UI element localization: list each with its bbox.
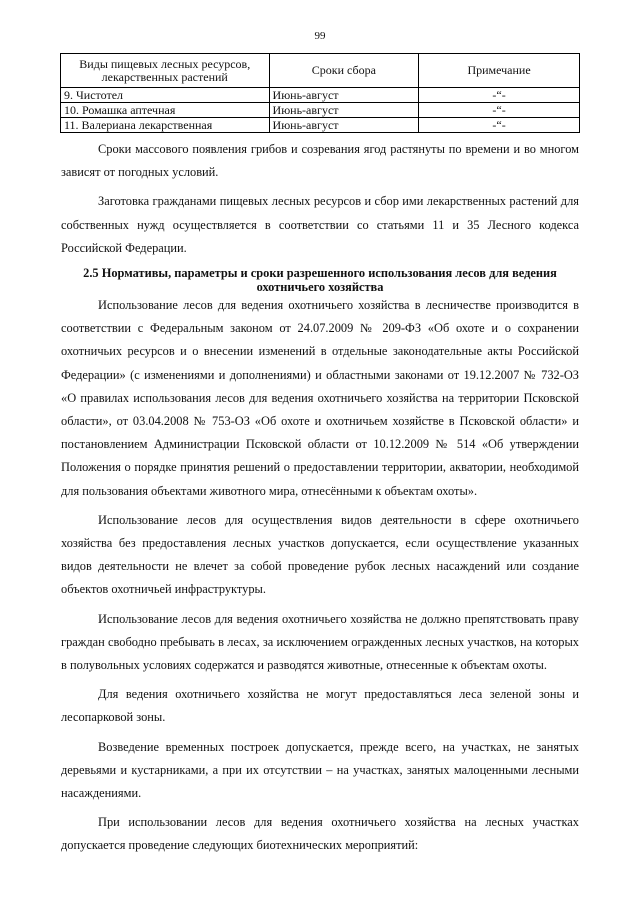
section-heading: 2.5 Нормативы, параметры и сроки разрешенного использования лесов для ведения охотничьего хозяйства <box>83 266 557 295</box>
cell-note: -“- <box>419 118 580 133</box>
paragraph: Использование лесов для осуществления видов деятельности в сфере охотничьего хозяйства без предоставления лесных участков допускается, если осуществление указанных видов деятельности не влечет за собой проведение рубок лесных насаждений или создание объектов охотничьей инфраструктуры. <box>61 512 579 597</box>
forest-resources-table <box>60 53 580 133</box>
paragraph: Заготовка гражданами пищевых лесных ресурсов и сбор ими лекарственных растений для собственных нужд осуществляется в соответствии со статьями 11 и 35 Лесного кодекса Российской Федерации. <box>61 194 579 255</box>
table-header-row <box>61 54 580 88</box>
header-resource-type: Виды пищевых лесных ресурсов, лекарственных растений <box>61 54 270 88</box>
header-note: Примечание <box>419 54 580 88</box>
cell-period: Июнь-август <box>269 88 419 103</box>
cell-resource: 9. Чистотел <box>61 88 270 103</box>
paragraph: Сроки массового появления грибов и созревания ягод растянуты по времени и во многом зависят от погодных условий. <box>61 142 579 180</box>
cell-note: -“- <box>419 103 580 118</box>
header-collection-period: Сроки сбора <box>269 54 419 88</box>
paragraph: При использовании лесов для ведения охотничьего хозяйства на лесных участках допускается проведение следующих биотехнических мероприятий: <box>61 815 579 853</box>
cell-period: Июнь-август <box>269 103 419 118</box>
document-body <box>61 138 579 864</box>
page-number: 99 <box>314 30 326 42</box>
cell-period: Июнь-август <box>269 118 419 133</box>
paragraph: Использование лесов для ведения охотничьего хозяйства в лесничестве производится в соответствии с Федеральным законом от 24.07.2009 № 209-ФЗ «Об охоте и о сохранении охотничьих ресурсов и о внесении изменений в отдельные законодательные акты Российской Федерации» (с изменениями и дополнениями) и областными законами от 19.12.2007 № 732-ОЗ «О правилах использования лесов для ведения охотничьего хозяйства на территории Псковской области», от 03.04.2008 № 753-ОЗ «Об охоте и охотничьем хозяйстве в Псковской области» и постановлением Администрации Псковской области от 10.12.2009 № 514 «Об утверждении Положения о порядке принятия решений о предоставлении территории, акватории, необходимой для пользования объектами животного мира, отнесёнными к объектам охоты». <box>61 298 579 498</box>
cell-note: -“- <box>419 88 580 103</box>
cell-resource: 10. Ромашка аптечная <box>61 103 270 118</box>
paragraph: Использование лесов для ведения охотничьего хозяйства не должно препятствовать праву граждан свободно пребывать в лесах, за исключением огражденных лесных участков, на которых в полувольных условиях содержатся и разводятся животные, отнесенные к объектам охоты. <box>61 611 579 673</box>
table-row <box>61 118 580 133</box>
paragraph: Для ведения охотничьего хозяйства не могут предоставляться леса зеленой зоны и лесопарковой зоны. <box>61 687 579 725</box>
paragraph: Возведение временных построек допускается, прежде всего, на участках, не занятых деревьями и кустарниками, а при их отсутствии – на участках, занятых малоценными лесными насаждениями. <box>61 739 579 801</box>
table-row <box>61 88 580 103</box>
cell-resource: 11. Валериана лекарственная <box>61 118 270 133</box>
table-row <box>61 103 580 118</box>
